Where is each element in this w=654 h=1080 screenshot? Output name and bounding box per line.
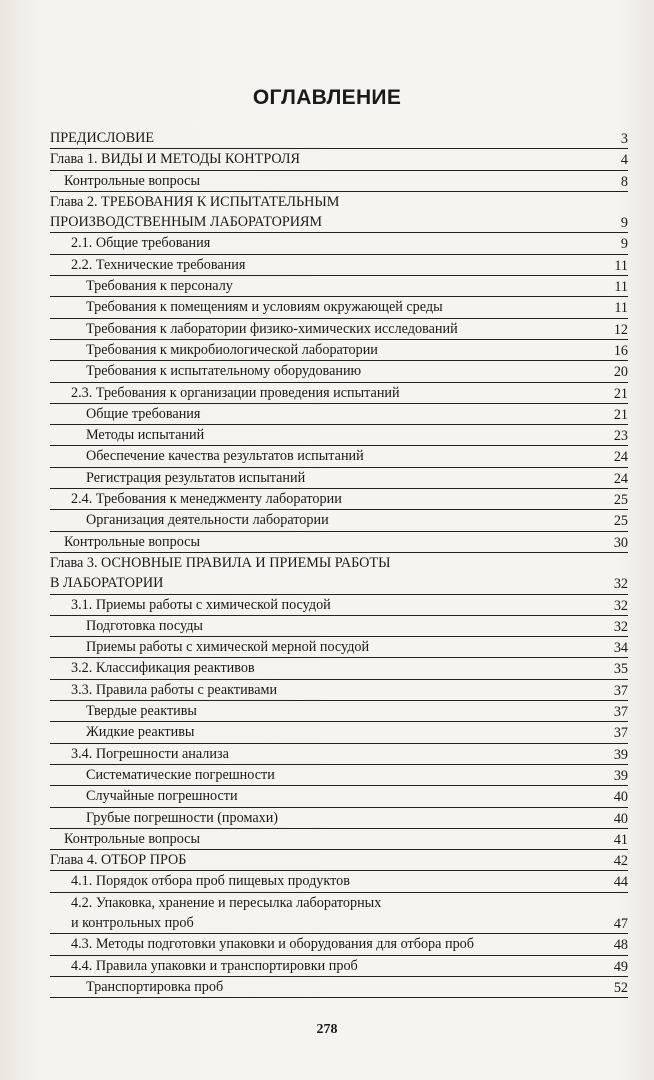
toc-entry-title: 3.4. Погрешности анализа <box>71 745 229 762</box>
toc-entry <box>50 977 628 998</box>
toc-entry-page: 32 <box>613 576 628 593</box>
toc-entry-page: 41 <box>613 831 628 848</box>
toc-entry-page: 21 <box>613 385 628 402</box>
toc-entry <box>50 744 628 765</box>
toc-entry-page: 24 <box>613 449 628 466</box>
toc-entry-title: Грубые погрешности (промахи) <box>86 809 279 826</box>
toc-entry <box>50 808 628 829</box>
toc-entry <box>50 128 628 149</box>
toc-entry-page: 40 <box>613 789 628 806</box>
toc-entry <box>50 722 628 743</box>
toc-entry-title-continued: В ЛАБОРАТОРИИ <box>50 575 164 592</box>
toc-entry <box>50 149 628 170</box>
toc-entry-title: Контрольные вопросы <box>64 830 200 847</box>
toc-entry-title: Глава 2. ТРЕБОВАНИЯ К ИСПЫТАТЕЛЬНЫМ <box>50 193 340 210</box>
toc-entry-page: 42 <box>613 853 628 870</box>
toc-entry <box>50 233 628 254</box>
toc-entry <box>50 297 628 318</box>
toc-entry-page: 34 <box>613 640 628 657</box>
toc-entry-title: Требования к лаборатории физико-химических исследований <box>86 320 458 337</box>
toc-entry <box>50 850 628 871</box>
toc-entry-page: 8 <box>620 173 628 190</box>
toc-entry-title: Организация деятельности лаборатории <box>86 512 329 529</box>
toc-entry-title: 2.3. Требования к организации проведения испытаний <box>71 384 400 401</box>
toc-entry <box>50 255 628 276</box>
toc-entry <box>50 871 628 892</box>
toc-entry-page: 11 <box>614 257 628 274</box>
toc-entry <box>50 171 628 192</box>
toc-entry-title: ПРЕДИСЛОВИЕ <box>50 130 155 146</box>
toc-entry-page: 30 <box>613 534 628 551</box>
toc-entry-page: 4 <box>620 152 628 169</box>
toc-entry-page: 44 <box>613 874 628 891</box>
toc-entry-title: 3.1. Приемы работы с химической посудой <box>71 596 331 613</box>
toc-entry <box>50 340 628 361</box>
toc-entry-page: 9 <box>620 236 628 253</box>
toc-entry-title: 3.2. Классификация реактивов <box>71 660 255 677</box>
toc-entry-title: Глава 4. ОТБОР ПРОБ <box>50 852 187 869</box>
toc-entry-title: 2.4. Требования к менеджменту лаборатории <box>71 491 342 508</box>
toc-entry-title: 4.4. Правила упаковки и транспортировки проб <box>71 957 358 974</box>
toc-entry-title: 2.1. Общие требования <box>71 235 211 252</box>
toc-entry-title: Методы испытаний <box>86 427 205 444</box>
toc-entry-title: 4.3. Методы подготовки упаковки и оборудования для отбора проб <box>71 936 474 953</box>
toc-entry-page: 49 <box>613 958 628 975</box>
toc-entry <box>50 893 628 935</box>
toc-entry <box>50 956 628 977</box>
toc-entry-title: Регистрация результатов испытаний <box>86 469 306 486</box>
toc-entry-title: Случайные погрешности <box>86 788 238 805</box>
toc-entry <box>50 658 628 679</box>
toc-entry-title: Глава 1. ВИДЫ И МЕТОДЫ КОНТРОЛЯ <box>50 151 301 168</box>
toc-entry-title: Контрольные вопросы <box>64 172 200 189</box>
toc-entry-title: Требования к помещениям и условиям окружающей среды <box>86 299 443 316</box>
toc-entry <box>50 701 628 722</box>
toc-entry-title: Глава 3. ОСНОВНЫЕ ПРАВИЛА И ПРИЕМЫ РАБОТЫ <box>50 554 391 571</box>
toc-entry-page: 16 <box>613 342 628 359</box>
toc-entry <box>50 446 628 467</box>
toc-entry <box>50 510 628 531</box>
toc-entry-page: 47 <box>613 915 628 932</box>
toc-entry-page: 25 <box>613 492 628 509</box>
toc-entry <box>50 319 628 340</box>
toc-entry <box>50 934 628 955</box>
toc-entry-page: 11 <box>614 300 628 317</box>
toc-entry-page: 52 <box>613 979 628 996</box>
toc-entry-title: 4.2. Упаковка, хранение и пересылка лабораторных <box>71 894 382 911</box>
toc-entry-page: 9 <box>620 215 628 232</box>
toc-entry <box>50 595 628 616</box>
toc-entry-title: Систематические погрешности <box>86 766 275 783</box>
toc-entry-page: 32 <box>613 618 628 635</box>
toc-entry-page: 37 <box>613 725 628 742</box>
toc-entry <box>50 637 628 658</box>
toc-entry-page: 11 <box>614 279 628 296</box>
toc-entry-title: Подготовка посуды <box>86 617 203 634</box>
toc-entry-title: Требования к персоналу <box>86 278 233 295</box>
toc-entry-page: 39 <box>613 746 628 763</box>
table-of-contents <box>50 128 628 998</box>
toc-entry-title: Твердые реактивы <box>86 703 197 720</box>
toc-entry <box>50 489 628 510</box>
toc-entry-page: 37 <box>613 704 628 721</box>
toc-entry-title: Приемы работы с химической мерной посудой <box>86 639 370 656</box>
toc-entry-page: 23 <box>613 428 628 445</box>
toc-entry <box>50 616 628 637</box>
toc-entry-title: Требования к микробиологической лаборатории <box>86 341 378 358</box>
toc-entry-page: 32 <box>613 597 628 614</box>
toc-entry <box>50 361 628 382</box>
toc-entry-page: 12 <box>613 321 628 338</box>
toc-entry-title: Общие требования <box>86 405 201 422</box>
page-number: 278 <box>316 1022 338 1037</box>
toc-entry <box>50 425 628 446</box>
toc-entry-title-continued: и контрольных проб <box>71 914 194 931</box>
toc-entry <box>50 192 628 234</box>
toc-entry-page: 24 <box>613 470 628 487</box>
toc-entry-title: Обеспечение качества результатов испытаний <box>86 448 364 465</box>
toc-entry-page: 48 <box>613 937 628 954</box>
toc-entry <box>50 276 628 297</box>
toc-entry-page: 3 <box>620 131 628 147</box>
toc-entry-title: Жидкие реактивы <box>86 724 195 741</box>
toc-entry-title: 2.2. Технические требования <box>71 256 246 273</box>
toc-entry <box>50 404 628 425</box>
toc-entry <box>50 680 628 701</box>
toc-entry <box>50 383 628 404</box>
toc-entry-title: Транспортировка проб <box>86 978 224 995</box>
toc-entry <box>50 553 628 595</box>
toc-entry-title: 4.1. Порядок отбора проб пищевых продуктов <box>71 873 350 890</box>
toc-entry-title: 3.3. Правила работы с реактивами <box>71 681 278 698</box>
toc-entry <box>50 786 628 807</box>
page-title: ОГЛАВЛЕНИЕ <box>252 86 402 109</box>
toc-entry-page: 35 <box>613 661 628 678</box>
toc-entry-page: 39 <box>613 767 628 784</box>
toc-entry-title-continued: ПРОИЗВОДСТВЕННЫМ ЛАБОРАТОРИЯМ <box>50 214 323 231</box>
toc-entry-page: 37 <box>613 682 628 699</box>
toc-entry <box>50 468 628 489</box>
toc-entry-page: 21 <box>613 406 628 423</box>
toc-entry-page: 40 <box>613 810 628 827</box>
toc-entry-title: Контрольные вопросы <box>64 533 200 550</box>
toc-entry-page: 25 <box>613 513 628 530</box>
toc-entry <box>50 532 628 553</box>
toc-entry <box>50 765 628 786</box>
toc-entry <box>50 829 628 850</box>
toc-entry-title: Требования к испытательному оборудованию <box>86 363 362 380</box>
toc-entry-page: 20 <box>613 364 628 381</box>
